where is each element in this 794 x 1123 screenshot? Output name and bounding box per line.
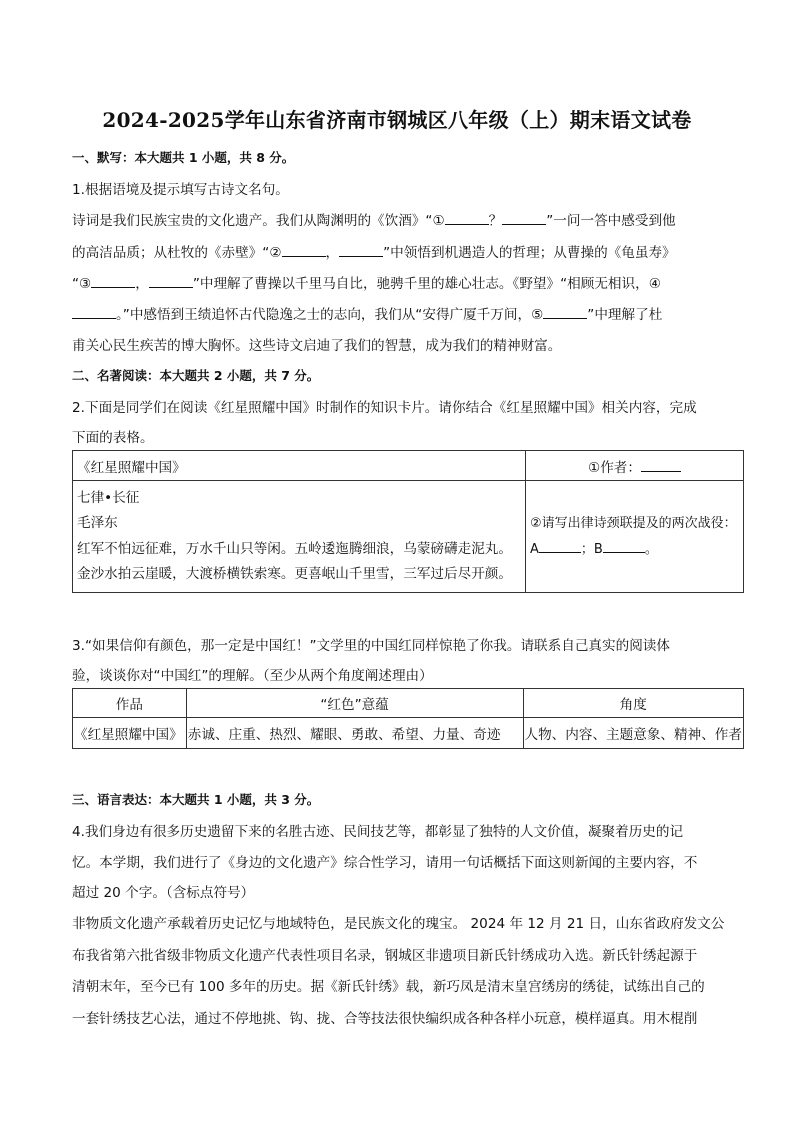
answer-blank[interactable]: [282, 244, 326, 257]
answer-blank[interactable]: [149, 275, 193, 288]
q4-line-1: 4.我们身边有很多历史遗留下来的名胜古迹、民间技艺等，都彰显了独特的人文价值，凝聚着历史的记: [72, 824, 684, 840]
answer-blank[interactable]: [445, 212, 489, 225]
q1-text: 。”中感悟到王绩追怀古代隐逸之士的志向，我们从“安得广厦千万间，⑤: [116, 307, 544, 323]
q4-line-6: 清朝末年，至今已有 100 多年的历史。据《新氏针绣》载，新巧凤是清末皇宫绣房的绣徒，试练出自己的: [72, 979, 705, 995]
poem-line: 金沙水拍云崖暖，大渡桥横铁索寒。更喜岷山千里雪，三军过后尽开颜。: [77, 566, 512, 582]
q1-text: ”一问一答中感受到他: [546, 213, 676, 229]
q4-line-4: 非物质文化遗产承载着历史记忆与地域特色，是民族文化的瑰宝。 2024 年 12 月 21 日，山东省政府发文公: [72, 916, 725, 932]
header-angle: 角度: [523, 689, 744, 718]
row-work: 《红星照耀中国》: [73, 718, 187, 749]
q3-line-2: 验，谈谈你对“中国红”的理解。（至少从两个角度阐述理由）: [72, 668, 433, 684]
q1-text: ，: [325, 245, 340, 261]
author-blank[interactable]: [641, 459, 681, 472]
q1-line-1: [72, 209, 676, 229]
q1-prompt: 1.根据语境及提示填写古诗文名句。: [72, 182, 289, 198]
row-meaning: 赤诚、庄重、热烈、耀眼、勇敢、希望、力量、奇迹: [186, 718, 523, 749]
section3-heading: 三、语言表达：本大题共 1 小题，共 3 分。: [72, 792, 320, 807]
q4-line-3: 超过 20 个字。（含标点符号）: [72, 885, 255, 901]
q4-line-2: 忆。本学期，我们进行了《身边的文化遗产》综合性学习，请用一句话概括下面这则新闻的主要内容，不: [72, 855, 698, 871]
knowledge-card-table: [72, 450, 744, 593]
poem-line: 红军不怕远征难，万水千山只等闲。五岭逶迤腾细浪，乌蒙磅礴走泥丸。: [77, 540, 512, 557]
header-meaning: “红色”意蕴: [186, 689, 523, 718]
q1-text: 诗词是我们民族宝贵的文化遗产。我们从陶渊明的《饮酒》“①: [72, 213, 445, 229]
q1-text: ”中理解了杜: [587, 307, 663, 323]
poem-cell: [73, 481, 526, 593]
q1-text: ，: [135, 276, 149, 292]
poem-author: 毛泽东: [77, 515, 118, 531]
section2-heading: 二、名著阅读：本大题共 2 小题，共 7 分。: [72, 368, 320, 383]
battle-b-label: ；B: [580, 541, 603, 557]
battles-cell: [526, 481, 744, 593]
q1-text: ？: [488, 213, 503, 229]
header-work: 作品: [73, 689, 187, 718]
poem-title: 七律•长征: [77, 489, 140, 506]
answer-blank[interactable]: [502, 212, 546, 225]
q1-line-2: [72, 241, 676, 261]
author-label: ①作者：: [588, 459, 641, 476]
q1-line-3: [72, 272, 661, 292]
battle-end: 。: [644, 541, 658, 557]
battle-a-label: A: [530, 541, 539, 557]
q2-line-2: 下面的表格。: [72, 430, 154, 446]
answer-blank[interactable]: [72, 306, 116, 319]
q2-line-1: 2.下面是同学们在阅读《红星照耀中国》时制作的知识卡片。请你结合《红星照耀中国》相关内容，完成: [72, 400, 697, 416]
battles-answer-line: [530, 537, 739, 563]
q3-line-1: 3.“如果信仰有颜色，那一定是中国红！”文学里的中国红同样惊艳了你我。请联系自己真实的阅读体: [72, 638, 670, 654]
page-title: 2024-2025学年山东省济南市钢城区八年级（上）期末语文试卷: [102, 108, 692, 132]
q1-text: ”中理解了曹操以千里马自比，驰骋千里的雄心壮志。《野望》“相顾无相识，④: [192, 276, 661, 292]
answer-blank[interactable]: [543, 306, 587, 319]
q1-text: 的高洁品质；从杜牧的《赤壁》“②: [72, 245, 282, 261]
battles-task: ②请写出律诗颈联提及的两次战役：: [530, 515, 737, 531]
author-cell: [526, 451, 744, 481]
book-title-cell: 《红星照耀中国》: [73, 451, 526, 481]
chinese-red-table: [72, 688, 744, 749]
section1-heading: 一、默写：本大题共 1 小题，共 8 分。: [72, 150, 295, 165]
row-angle: 人物、内容、主题意象、精神、作者: [523, 718, 744, 749]
q4-line-5: 布我省第六批省级非物质文化遗产代表性项目名录，钢城区非遗项目新氏针绣成功入选。新氏针绣起源于: [72, 948, 698, 964]
q1-line-5: 甫关心民生疾苦的博大胸怀。这些诗文启迪了我们的智慧，成为我们的精神财富。: [72, 338, 562, 354]
q4-line-7: 一套针绣技艺心法，通过不停地挑、钩、拢、合等技法很快编织成各种各样小玩意，模样逼真。用木棍削: [72, 1011, 698, 1027]
battle-a-blank[interactable]: [539, 540, 581, 553]
answer-blank[interactable]: [339, 244, 383, 257]
battle-b-blank[interactable]: [603, 540, 645, 553]
q1-line-4: [72, 303, 662, 323]
answer-blank[interactable]: [91, 275, 135, 288]
q1-text: “③: [72, 276, 92, 292]
q1-text: ”中领悟到机遇造人的哲理；从曹操的《龟虽寿》: [383, 245, 676, 261]
